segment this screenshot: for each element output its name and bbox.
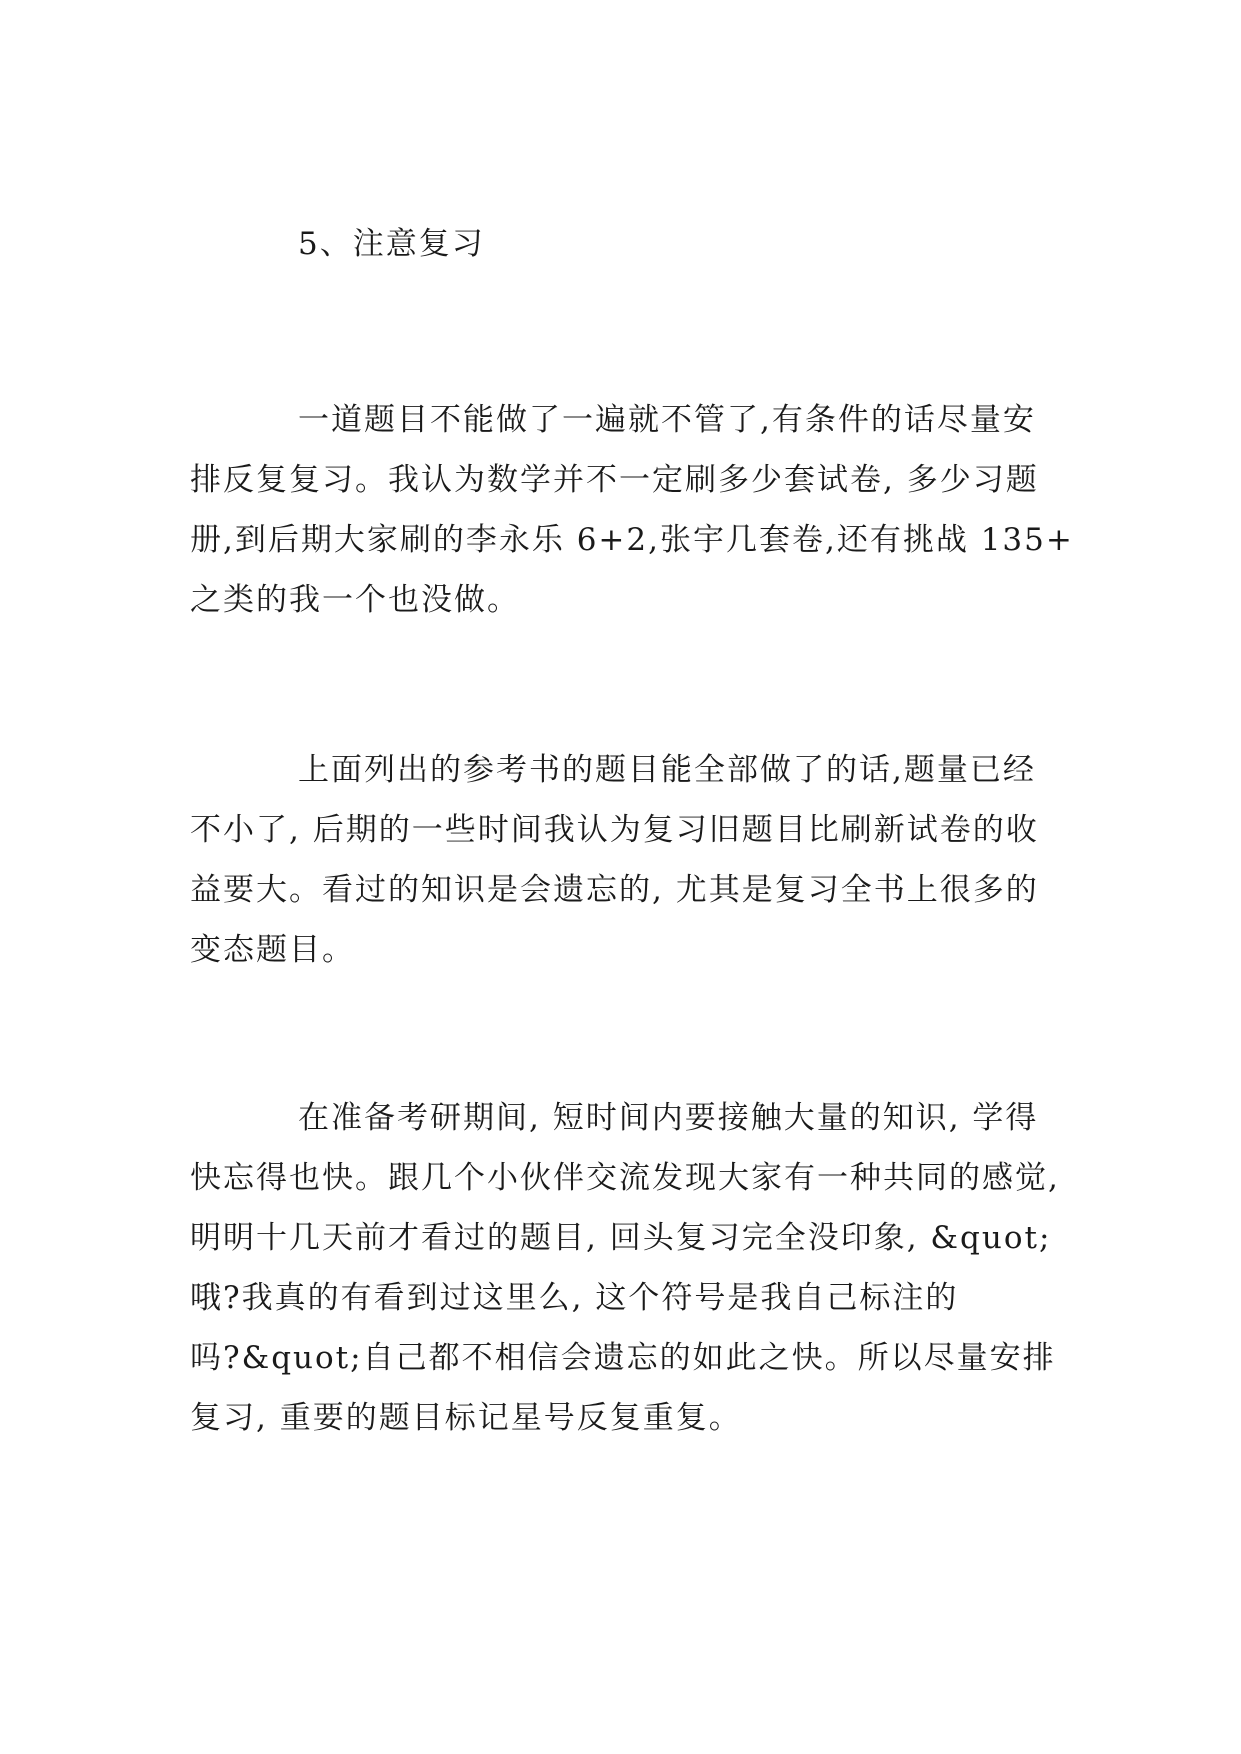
section-heading: 5、注意复习 [298, 226, 485, 262]
paragraph-line: 不小了, 后期的一些时间我认为复习旧题目比刷新试卷的收 [190, 812, 1039, 848]
paragraph-2 [190, 740, 1050, 980]
paragraph-line: 快忘得也快。跟几个小伙伴交流发现大家有一种共同的感觉, [190, 1160, 1060, 1196]
paragraph-line: 一道题目不能做了一遍就不管了,有条件的话尽量安 [298, 402, 1036, 438]
paragraph-line: 益要大。看过的知识是会遗忘的, 尤其是复习全书上很多的 [190, 872, 1039, 908]
paragraph-line: 在准备考研期间, 短时间内要接触大量的知识, 学得 [298, 1100, 1039, 1136]
paragraph-1 [190, 390, 1074, 630]
paragraph-line: 吗?&quot;自己都不相信会遗忘的如此之快。所以尽量安排 [190, 1340, 1056, 1376]
paragraph-line: 变态题目。 [190, 932, 355, 968]
paragraph-line: 上面列出的参考书的题目能全部做了的话,题量已经 [298, 752, 1036, 788]
paragraph-line: 复习, 重要的题目标记星号反复重复。 [190, 1400, 742, 1436]
paragraph-line: 之类的我一个也没做。 [190, 582, 520, 618]
paragraph-line: 册,到后期大家刷的李永乐 6+2,张宇几套卷,还有挑战 135+ [190, 522, 1074, 558]
paragraph-line: 明明十几天前才看过的题目, 回头复习完全没印象, &quot; [190, 1220, 1052, 1256]
paragraph-line: 哦?我真的有看到过这里么, 这个符号是我自己标注的 [190, 1280, 959, 1316]
paragraph-line: 排反复复习。我认为数学并不一定刷多少套试卷, 多少习题 [190, 462, 1039, 498]
paragraph-3 [190, 1088, 1060, 1448]
